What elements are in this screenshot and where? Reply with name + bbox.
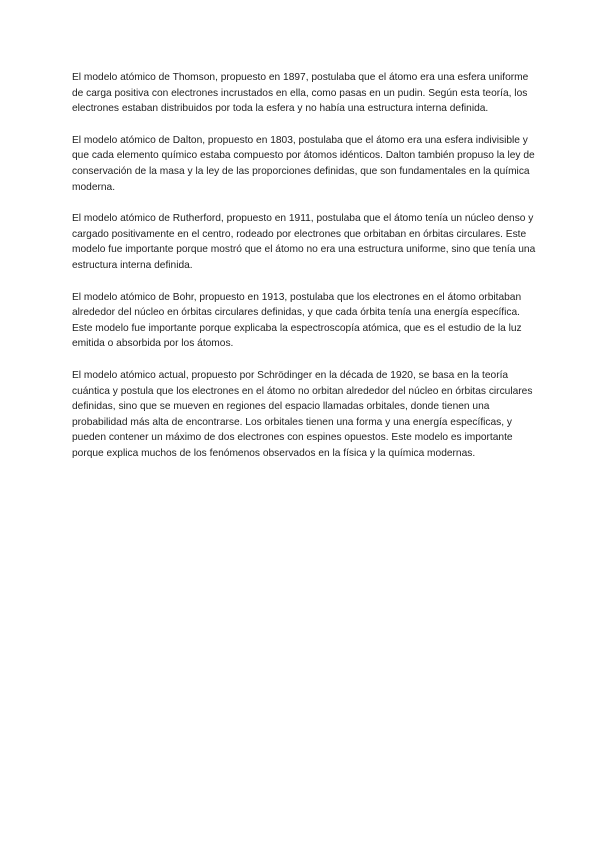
document-body [72, 70, 536, 477]
paragraph-rutherford: El modelo atómico de Rutherford, propuesto en 1911, postulaba que el átomo tenía un núcleo denso y cargado positivamente en el centro, rodeado por electrones que orbitaban en órbitas circulares. Este modelo fue importante porque mostró que el átomo no era una estructura uniforme, sino que tenía una estructura interna definida. [72, 213, 536, 271]
paragraph-bohr: El modelo atómico de Bohr, propuesto en 1913, postulaba que los electrones en el átomo orbitaban alrededor del núcleo en órbitas circulares definidas, y que cada órbita tenía una energía específica. Este modelo fue importante porque explicaba la espectroscopía atómica, que es el estudio de la luz emitida o absorbida por los átomos. [72, 291, 522, 350]
paragraph-thomson: El modelo atómico de Thomson, propuesto en 1897, postulaba que el átomo era una esfera uniforme de carga positiva con electrones incrustados en ella, como pasas en un pudin. Según esta teoría, los electrones estaban distribuidos por toda la esfera y no había una estructura interna definida. [72, 72, 529, 115]
paragraph-schrodinger: El modelo atómico actual, propuesto por Schrödinger en la década de 1920, se basa en la teoría cuántica y postula que los electrones en el átomo no orbitan alrededor del núcleo en órbitas circulares definidas, sino que se mueven en regiones del espacio llamadas orbitales, donde tienen una probabilidad más alta de encontrarse. Los orbitales tienen una forma y una energía específicas, y pueden contener un máximo de dos electrones con espines opuestos. Este modelo es importante porque explica muchos de los fenómenos observados en la física y la química modernas. [72, 369, 533, 459]
paragraph-dalton: El modelo atómico de Dalton, propuesto en 1803, postulaba que el átomo era una esfera indivisible y que cada elemento químico estaba compuesto por átomos idénticos. Dalton también propuso la ley de conservación de la masa y la ley de las proporciones definidas, que son fundamentales en la química moderna. [72, 134, 535, 193]
